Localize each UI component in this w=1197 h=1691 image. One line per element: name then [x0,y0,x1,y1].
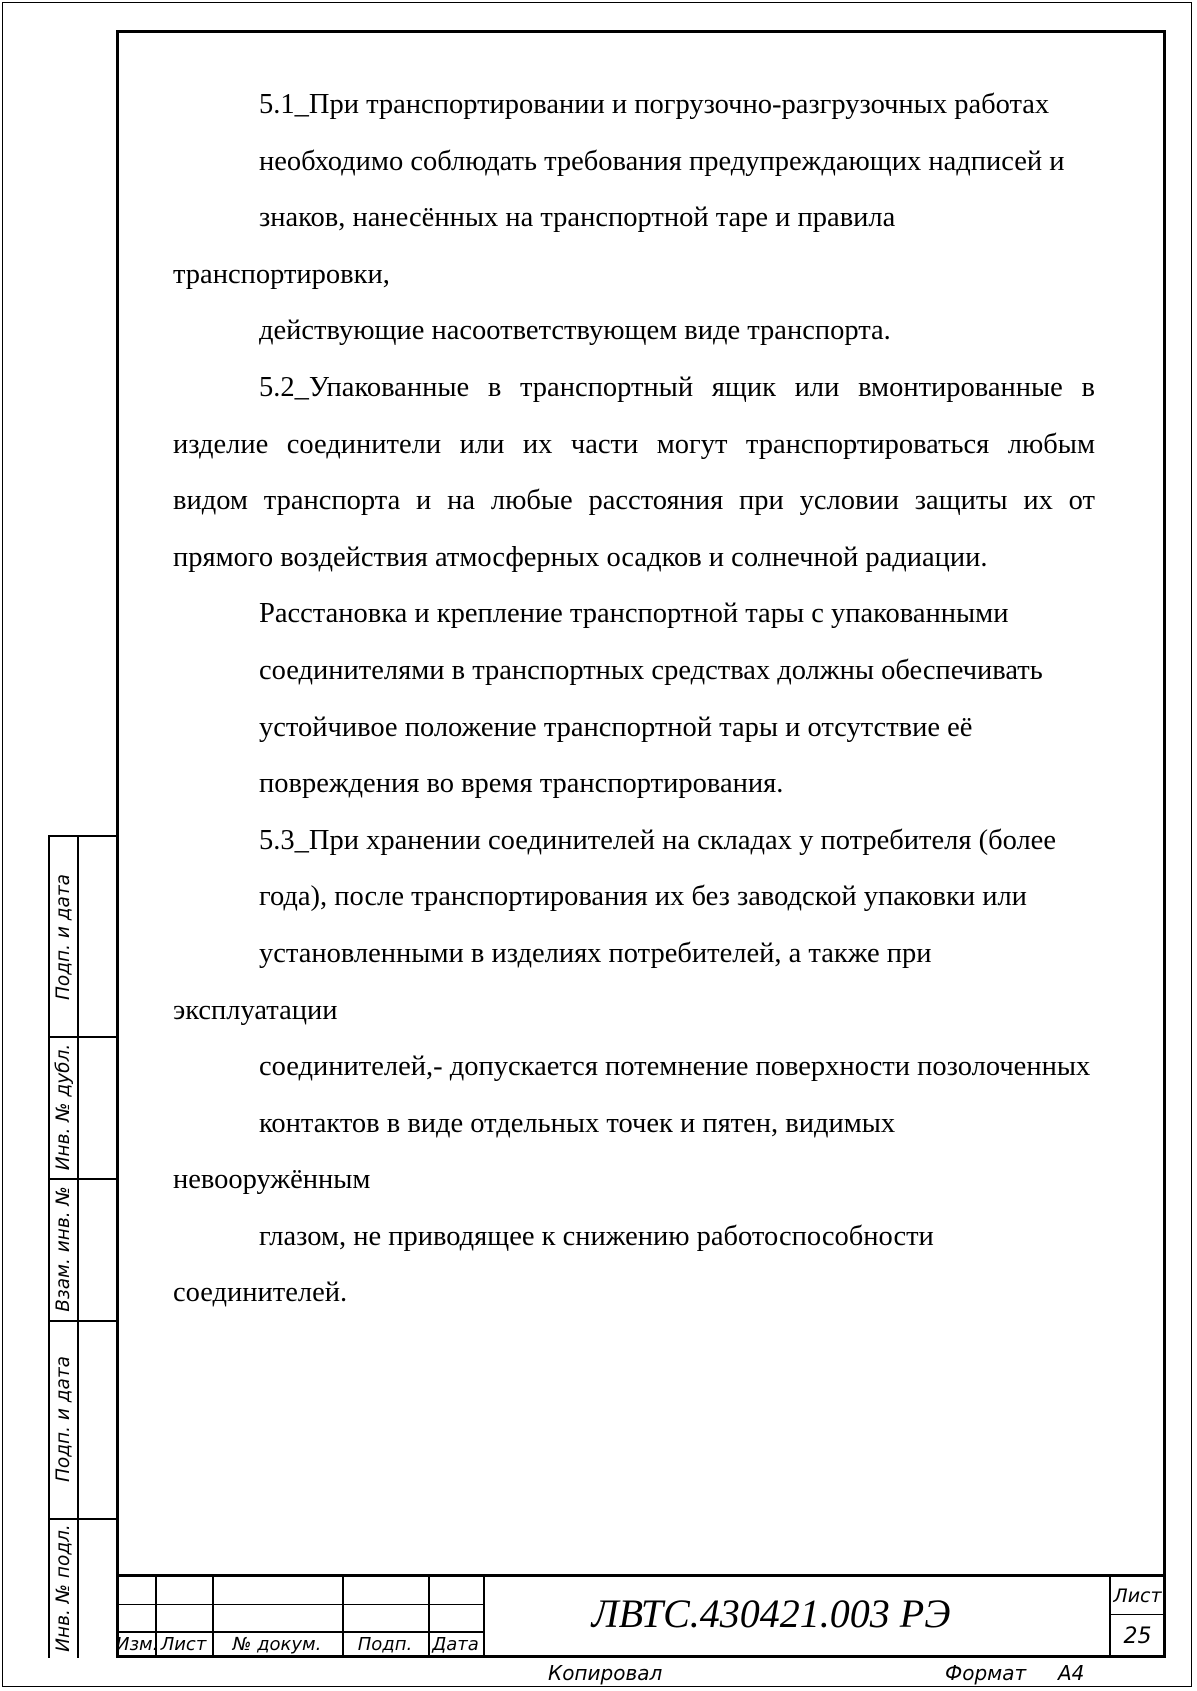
text-line: глазом, не приводящее к снижению работоспособности соединителей. [173,1220,934,1309]
title-block-rule [1109,1614,1166,1615]
side-strip-rule [50,1518,119,1520]
title-block-rule [116,1604,483,1605]
paragraph-placement [173,586,1095,812]
text-line: 5.1_При транспортировании и погрузочно-разгрузочных работах [259,89,1050,120]
text-line: повреждения во время транспортирования. [259,768,784,800]
text-line: 5.3_При хранении соединителей на складах у потребителя (более [259,824,1056,856]
sheet-label: Лист [1113,1585,1162,1607]
text-line: знаков, нанесённых на транспортной таре и правила транспортировки, [173,202,896,290]
text-line: устойчивое положение транспортной тары и отсутствие её [259,711,973,743]
title-block-rule [116,1631,483,1633]
title-block-rule [483,1577,485,1658]
header-izm: Изм. [116,1634,159,1655]
header-podp: Подп. [357,1634,413,1655]
document-designation: ЛВТС.430421.003 РЭ [591,1591,951,1636]
side-label-podp-data: Подп. и дата [52,873,74,1001]
side-label-podp-data-2: Подп. и дата [52,1355,74,1483]
side-label-vzam-inv: Взам. инв. № [52,1186,74,1312]
text-line: необходимо соблюдать требования предупреждающих надписей и [259,145,1065,177]
side-label-inv-dubl: Инв. № дубл. [52,1043,74,1171]
paragraph-5-1 [173,77,1095,360]
caption-format-label: Формат [945,1661,1027,1685]
header-data: Дата [432,1634,479,1655]
side-label-inv-podl: Инв. № подл. [52,1524,74,1652]
document-body [173,77,1095,1322]
side-strip-rule [50,1036,119,1038]
title-block [116,1574,1166,1658]
text-line: контактов в виде отдельных точек и пятен, видимых невооружённым [173,1107,896,1196]
caption-format-value: А4 [1058,1661,1085,1685]
text-line: Расстановка и крепление транспортной тары с упакованными [259,598,1009,630]
side-strip-rule [50,1320,119,1322]
side-strip-rule [50,1178,119,1180]
text-line: года), после транспортирования их без заводской упаковки или [259,881,1027,913]
text-line: действующие насоответствующем виде транспорта. [259,315,891,347]
header-list: Лист [160,1634,207,1655]
text-line: установленными в изделиях потребителей, а также при эксплуатации [173,937,932,1026]
side-stamp-strip [48,835,119,1658]
header-n-dokum: № докум. [232,1634,322,1655]
text-line: соединителей,- допускается потемнение поверхности позолоченных [259,1051,1091,1083]
side-strip-divider [77,837,79,1658]
sheet-number: 25 [1123,1624,1152,1649]
paragraph-5-2: 5.2_Упакованные в транспортный ящик или вмонтированные в изделие соединители или их части могут транспортироваться любым видом транспорта и на любые расстояния при условии защиты их от прямого воздействия атмосферных осадков и солнечной радиации. [173,371,1095,573]
text-line: соединителями в транспортных средствах должны обеспечивать [259,654,1043,686]
caption-copied: Копировал [548,1661,663,1685]
paragraph-5-3 [173,813,1095,1322]
